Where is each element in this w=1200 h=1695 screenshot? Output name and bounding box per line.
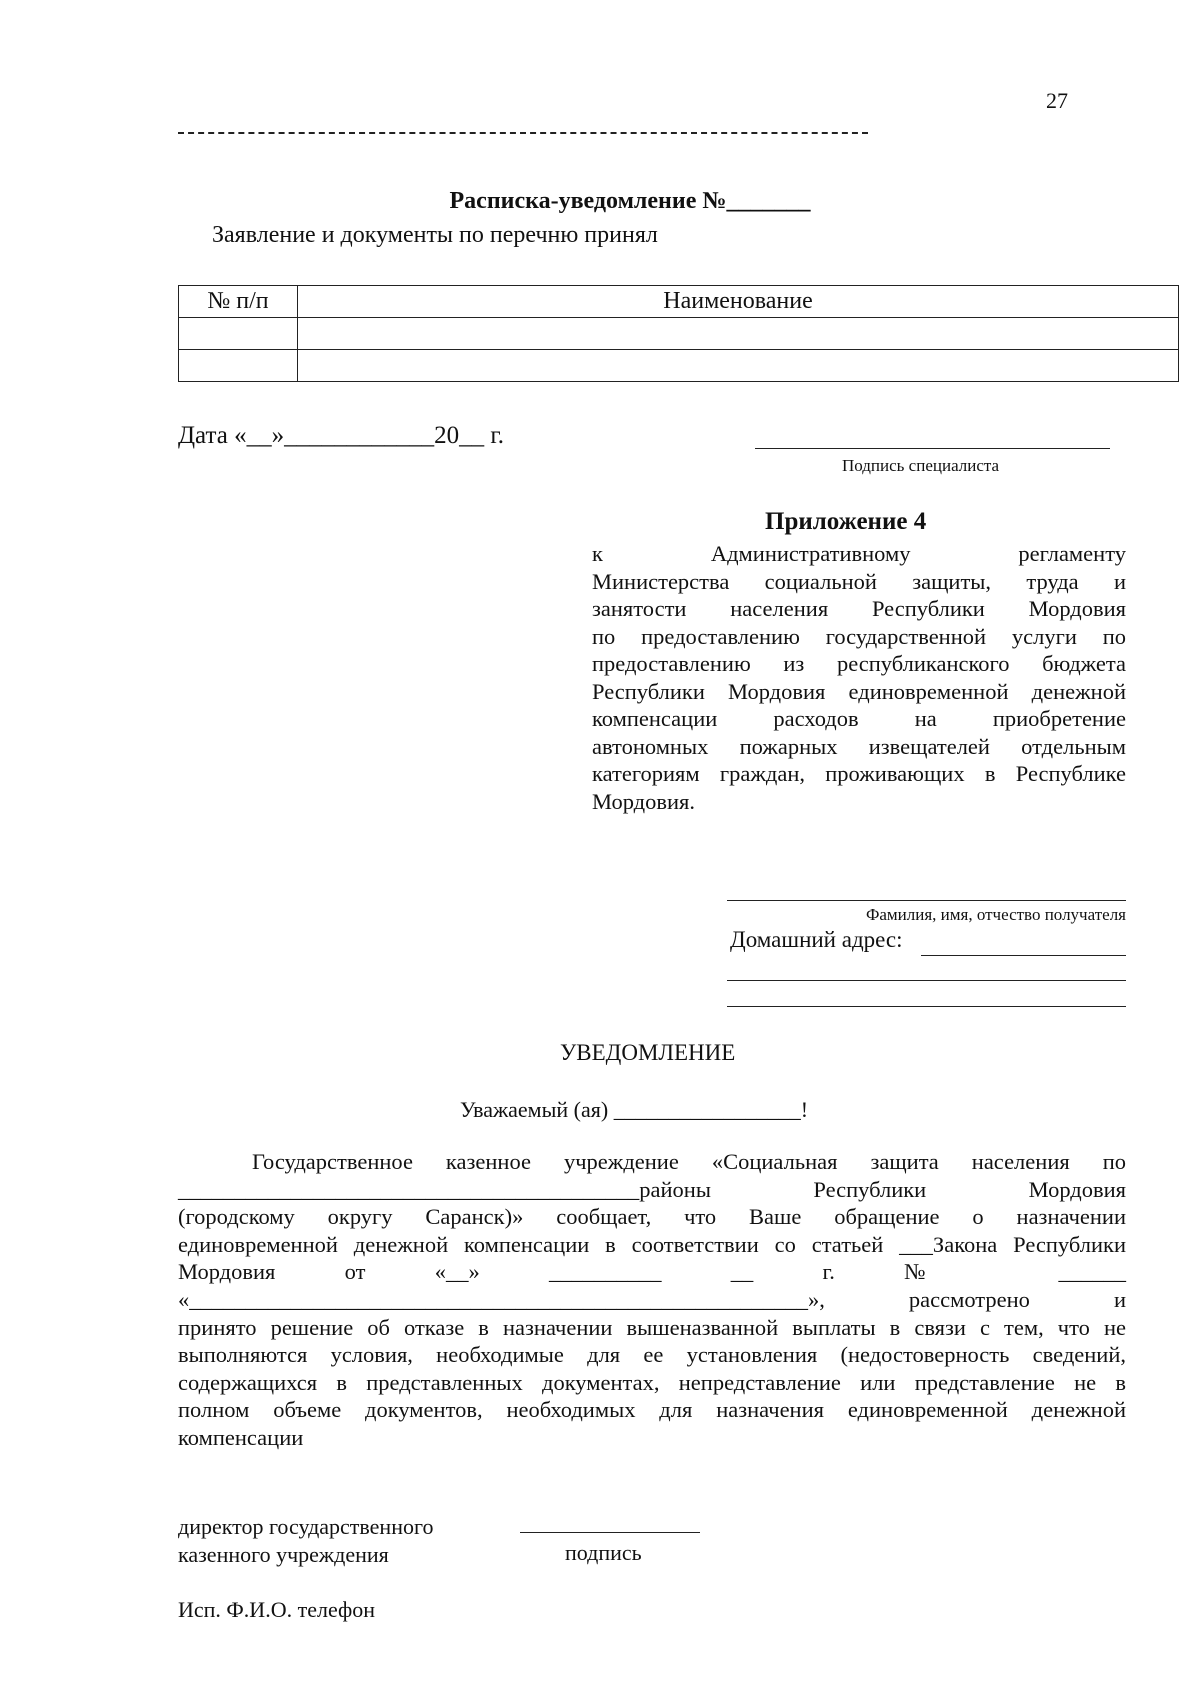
notice-line: «_______________________________________________________», рассмотрено и	[178, 1286, 1126, 1312]
table-cell	[179, 318, 298, 350]
appendix-line: Республики Мордовия единовременной денежной	[592, 678, 1126, 704]
director-line: казенного учреждения	[178, 1542, 389, 1567]
cut-line	[178, 132, 868, 134]
column-header-name: Наименование	[298, 286, 1179, 318]
director-line: директор государственного	[178, 1514, 434, 1539]
notice-line: (городскому округу Саранск)» сообщает, что Ваше обращение о назначении	[178, 1204, 1126, 1230]
recipient-name-line	[727, 900, 1126, 901]
appendix-title: Приложение 4	[765, 508, 927, 535]
appendix-line: по предоставлению государственной услуги по	[592, 623, 1126, 649]
notice-line: выполняются условия, необходимые для ее установления (недостоверность сведений,	[178, 1342, 1126, 1368]
table-cell	[179, 350, 298, 382]
notice-line: Государственное казенное учреждение «Социальная защита населения по	[252, 1149, 1126, 1174]
notice-line: компенсации	[178, 1424, 304, 1450]
appendix-text	[592, 540, 1126, 815]
notice-line: содержащихся в представленных документах, непредставление или представление не в	[178, 1369, 1126, 1395]
director-title	[178, 1513, 433, 1569]
director-signature-line	[520, 1532, 700, 1533]
notice-line: принято решение об отказе в назначении вышеназванной выплаты в связи с тем, что не	[178, 1314, 1126, 1340]
column-header-number: № п/п	[179, 286, 298, 318]
notice-line: _________________________________________районы Республики Мордовия	[178, 1176, 1126, 1202]
date-line: Дата «__»____________20__ г.	[178, 422, 505, 449]
director-signature-label: подпись	[565, 1540, 642, 1565]
specialist-signature-line	[755, 448, 1110, 449]
appendix-line: Мордовия.	[592, 788, 695, 814]
recipient-name-caption: Фамилия, имя, отчество получателя	[865, 905, 1126, 924]
notice-greeting: Уважаемый (ая) _________________!	[460, 1097, 809, 1122]
page-number: 27	[1046, 88, 1068, 113]
address-line	[727, 980, 1126, 981]
specialist-signature-caption: Подпись специалиста	[842, 456, 1000, 475]
appendix-line: Министерства социальной защиты, труда и	[592, 568, 1126, 594]
table-row	[179, 318, 1179, 350]
appendix-line: категориям граждан, проживающих в Республике	[592, 761, 1126, 786]
notice-title: УВЕДОМЛЕНИЕ	[560, 1040, 736, 1065]
table-cell	[298, 350, 1179, 382]
appendix-line: предоставлению из республиканского бюджета	[592, 651, 1126, 676]
appendix-line: компенсации расходов на приобретение	[592, 706, 1126, 731]
executor-line: Исп. Ф.И.О. телефон	[178, 1597, 376, 1622]
table-header-row	[179, 286, 1179, 318]
notice-body	[178, 1148, 1126, 1452]
table-cell	[298, 318, 1179, 350]
home-address-label: Домашний адрес:	[730, 927, 903, 952]
appendix-line: к Административному регламенту	[592, 541, 1126, 566]
accepted-text: Заявление и документы по перечню принял	[212, 222, 658, 248]
documents-table	[178, 285, 1179, 382]
notice-line: Мордовия от «__» __________ __ г. № ______	[178, 1259, 1126, 1285]
receipt-title: Расписка-уведомление №_______	[449, 188, 811, 214]
address-line	[921, 955, 1126, 956]
address-line	[727, 1006, 1126, 1007]
appendix-line: занятости населения Республики Мордовия	[592, 596, 1126, 621]
notice-line: единовременной денежной компенсации в соответствии со статьей ___Закона Республики	[178, 1231, 1126, 1257]
table-row	[179, 350, 1179, 382]
notice-line: полном объеме документов, необходимых для назначения единовременной денежной	[178, 1397, 1126, 1423]
appendix-line: автономных пожарных извещателей отдельным	[592, 733, 1126, 759]
